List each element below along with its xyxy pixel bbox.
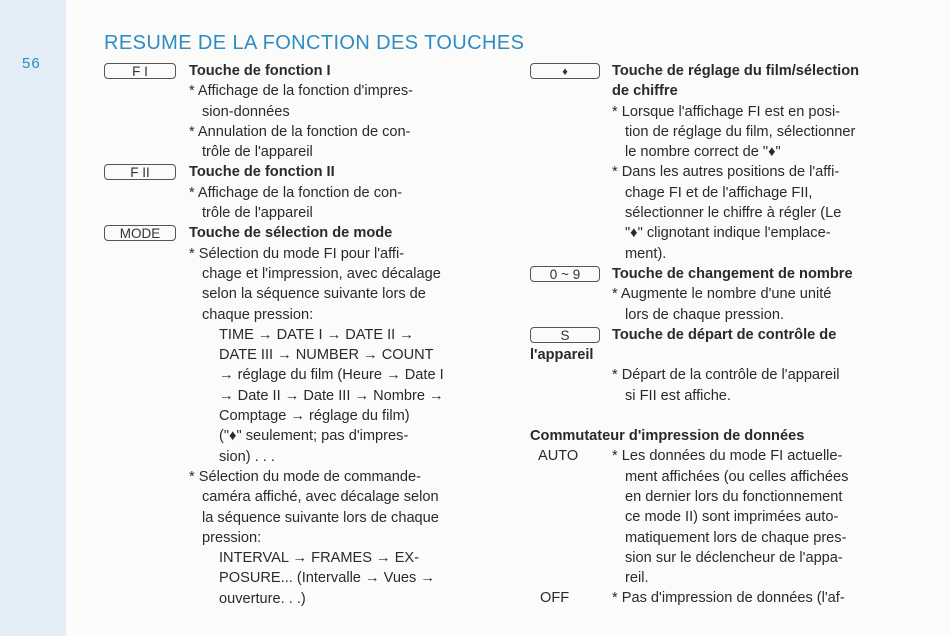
- switch-off-label: OFF: [540, 590, 570, 607]
- page-title: RESUME DE LA FONCTION DES TOUCHES: [104, 32, 525, 54]
- page-number: 56: [22, 55, 41, 72]
- entry-s: [530, 325, 912, 406]
- key-fii-icon: F II: [104, 164, 176, 180]
- key-0-9-icon: 0 ~ 9: [530, 266, 600, 282]
- entry-heading-cont: l'appareil: [530, 347, 594, 364]
- bullet-text: * Affichage de la fonction de con- trôle de l'appareil: [189, 184, 403, 222]
- entry-number: [530, 264, 912, 325]
- bullet-text: * Sélection du mode FI pour l'affi- chage et l'impression, avec décalage selon la séquence suivante lors de chaque pression:: [189, 245, 441, 323]
- switch-auto: [530, 446, 912, 588]
- key-s-icon: S: [530, 327, 600, 343]
- right-column: [530, 61, 912, 609]
- key-diamond-icon: ♦: [530, 63, 600, 79]
- bullet-text: * Sélection du mode de commande- caméra affiché, avec décalage selon la séquence suivante lors de chaque pression:: [189, 468, 439, 546]
- entry-heading: Touche de fonction I: [189, 63, 331, 79]
- mode-sequence: TIME → DATE I → DATE II → DATE III → NUMBER → COUNT → réglage du film (Heure → Date I → Date II → Date III → Nombre → Comptage → réglage du film) ("♦" seulement; pas d'impres- sion) . . .: [219, 326, 444, 465]
- page-margin-band: [0, 0, 66, 636]
- entry-mode: [104, 223, 494, 609]
- entry-heading: Touche de sélection de mode: [189, 225, 393, 242]
- entry-heading-cont: de chiffre: [612, 83, 678, 100]
- bullet-text: * Les données du mode FI actuelle- ment affichées (ou celles affichées en dernier lors du fonctionnement ce mode II) sont imprimées auto- matiquement lors de chaque pres- sion sur le déclencheur de l'appa- reil.: [612, 448, 849, 587]
- entry-heading: Touche de changement de nombre: [612, 265, 853, 282]
- entry-diamond: [530, 61, 912, 264]
- entry-print-switch: [530, 426, 912, 609]
- key-mode-icon: MODE: [104, 225, 176, 241]
- entry-fi: [104, 61, 494, 162]
- bullet-text: * Dans les autres positions de l'affi- chage FI et de l'affichage FII, sélectionner le chiffre à régler (Le "♦" clignotant indique l'emplace- ment).: [612, 164, 842, 262]
- bullet-text: * Affichage de la fonction d'impres- sion-données: [189, 83, 413, 120]
- mode-sequence: INTERVAL → FRAMES → EX- POSURE... (Intervalle → Vues → ouverture. . .): [219, 550, 435, 607]
- bullet-text: * Augmente le nombre d'une unité lors de chaque pression.: [612, 286, 832, 323]
- entry-heading: Touche de réglage du film/sélection: [612, 63, 860, 79]
- bullet-text: * Pas d'impression de données (l'af-: [612, 590, 845, 607]
- entry-heading: Touche de départ de contrôle de: [612, 326, 837, 343]
- section-heading: Commutateur d'impression de données: [530, 428, 805, 445]
- bullet-text: * Lorsque l'affichage FI est en posi- tion de réglage du film, sélectionner le nombre correct de "♦": [612, 103, 856, 161]
- bullet-text: * Annulation de la fonction de con- trôle de l'appareil: [189, 123, 411, 161]
- left-column: [104, 61, 494, 609]
- key-fi-icon: F I: [104, 63, 176, 79]
- entry-fii: [104, 162, 494, 223]
- bullet-text: * Départ de la contrôle de l'appareil si FII est affiche.: [612, 367, 840, 404]
- switch-auto-label: AUTO: [538, 448, 579, 465]
- entry-heading: Touche de fonction II: [189, 164, 335, 181]
- switch-off: [530, 588, 912, 608]
